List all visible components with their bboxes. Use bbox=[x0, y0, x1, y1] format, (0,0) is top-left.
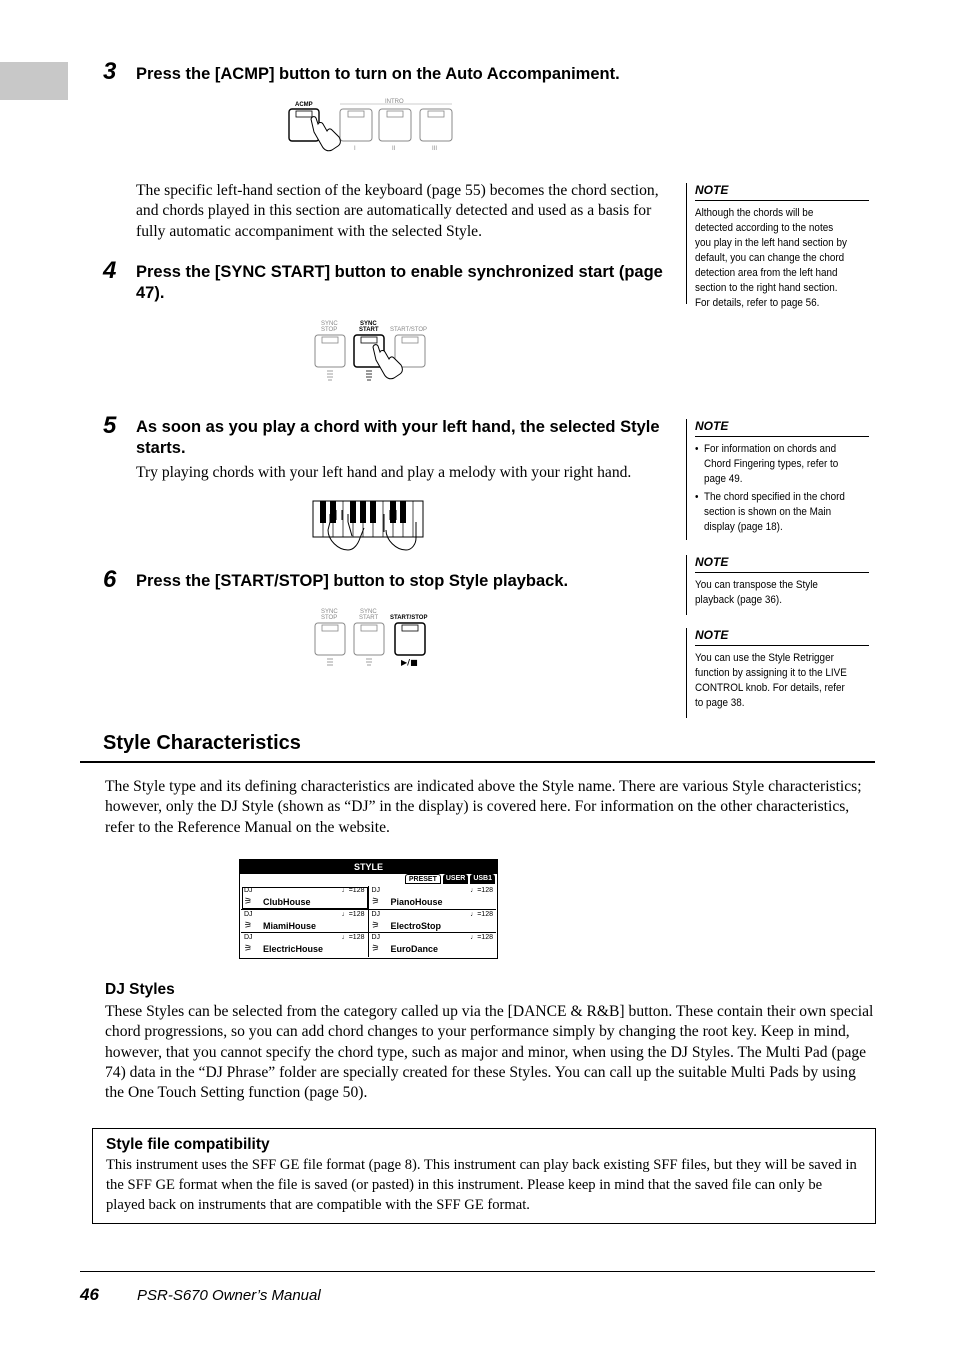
sync-start-buttons-illustration bbox=[310, 318, 440, 398]
note-bullet: • For information on chords and Chord Fingering types, refer to page 49. bbox=[695, 442, 850, 487]
style-item[interactable]: DJ ♩=128 ⚞ ClubHouse bbox=[241, 886, 369, 910]
compatibility-box bbox=[92, 1128, 876, 1224]
dj-style-icon: ⚞ bbox=[371, 897, 380, 907]
acmp-lamp bbox=[296, 111, 312, 117]
note-box bbox=[686, 419, 869, 540]
dj-style-icon: ⚞ bbox=[244, 897, 253, 907]
chapter-tab bbox=[0, 62, 68, 100]
style-item[interactable]: DJ ♩=128 ⚞ ElectricHouse bbox=[241, 933, 369, 957]
start-stop-buttons-illustration bbox=[310, 606, 440, 672]
note-text: Although the chords will be detected according to the notes you play in the left hand section by default, you can change the chord detection area from the left hand section to the right hand section. For details, refer to page 56. bbox=[695, 207, 847, 309]
step-heading: As soon as you play a chord with your left hand, the selected Style starts. bbox=[136, 418, 660, 457]
note-title: NOTE bbox=[695, 555, 869, 573]
dj-style-icon: ⚞ bbox=[371, 920, 380, 931]
step-number: 5 bbox=[103, 412, 117, 439]
page-number: 46 bbox=[80, 1285, 99, 1304]
note-bullet: • The chord specified in the chord section is shown on the Main display (page 18). bbox=[695, 490, 850, 535]
svg-text:START/STOP: START/STOP bbox=[390, 615, 428, 621]
dj-style-icon: ⚞ bbox=[244, 944, 253, 955]
note-box bbox=[686, 628, 869, 718]
style-display bbox=[239, 859, 498, 959]
section-rule bbox=[80, 761, 875, 763]
section-title: Style Characteristics bbox=[103, 732, 301, 754]
pointing-hand-icon bbox=[311, 117, 340, 151]
svg-text:START/STOP: START/STOP bbox=[390, 327, 428, 333]
svg-text:III: III bbox=[432, 146, 438, 152]
step-number: 6 bbox=[103, 566, 117, 593]
svg-text:SYNC: SYNC bbox=[321, 609, 338, 615]
svg-text:START: START bbox=[359, 327, 379, 333]
svg-text:SYNC: SYNC bbox=[321, 321, 338, 327]
step-number: 3 bbox=[103, 58, 117, 85]
box-body: This instrument uses the SFF GE file format (page 8). This instrument can play back existing SFF files, but they will be saved in the SFF GE format when the file is saved (or pasted) in this instrument. Please keep in mind that the saved file can only be played back on instruments that are compatible with the SFF GE format. bbox=[106, 1157, 857, 1213]
keyboard-hands-illustration bbox=[312, 500, 426, 556]
dj-style-icon: ⚞ bbox=[371, 944, 380, 955]
manual-title: PSR-S670 Owner’s Manual bbox=[137, 1287, 321, 1304]
svg-text:SYNC: SYNC bbox=[360, 609, 377, 615]
step-body: Try playing chords with your left hand and play a melody with your right hand. bbox=[136, 464, 632, 481]
note-title: NOTE bbox=[695, 183, 869, 201]
svg-text:START: START bbox=[359, 615, 379, 621]
note-text: You can transpose the Style playback (page 36). bbox=[695, 579, 818, 606]
svg-text:SYNC: SYNC bbox=[360, 321, 377, 327]
subsection-title: DJ Styles bbox=[105, 981, 175, 998]
box-title: Style file compatibility bbox=[106, 1136, 270, 1153]
svg-text:II: II bbox=[392, 146, 396, 152]
step-body: The specific left-hand section of the keyboard (page 55) becomes the chord section, and chords played in this section are automatically detected and used as a basis for fully automatic accompaniment with the selected Style. bbox=[136, 182, 659, 240]
svg-text:STOP: STOP bbox=[321, 615, 338, 621]
step-number: 4 bbox=[103, 257, 117, 284]
style-item[interactable]: DJ ♩=128 ⚞ PianoHouse bbox=[369, 886, 497, 910]
note-title: NOTE bbox=[695, 628, 869, 646]
display-title: STYLE bbox=[240, 860, 497, 874]
svg-text:I: I bbox=[354, 146, 356, 152]
tab-usb1[interactable]: USB1 bbox=[470, 874, 495, 884]
style-item[interactable]: DJ ♩=128 ⚞ EuroDance bbox=[371, 934, 493, 955]
tab-user[interactable]: USER bbox=[443, 874, 468, 884]
step-heading: Press the [SYNC START] button to enable synchronized start (page 47). bbox=[136, 263, 663, 302]
start-stop-symbol: ▶/■ bbox=[401, 658, 418, 667]
acmp-intro-buttons-illustration bbox=[280, 96, 460, 176]
svg-text:STOP: STOP bbox=[321, 327, 338, 333]
note-box bbox=[686, 183, 869, 309]
step-heading: Press the [START/STOP] button to stop Style playback. bbox=[136, 572, 569, 590]
acmp-label: ACMP bbox=[295, 102, 313, 108]
dj-style-icon: ⚞ bbox=[244, 920, 253, 931]
step-heading: Press the [ACMP] button to turn on the Auto Accompaniment. bbox=[136, 65, 620, 83]
note-text: You can use the Style Retrigger function by assigning it to the LIVE CONTROL knob. For details, refer to page 38. bbox=[695, 652, 847, 709]
intro-label: INTRO bbox=[385, 99, 404, 105]
style-item[interactable]: DJ ♩=128 ⚞ ElectroStop bbox=[369, 910, 497, 934]
note-box bbox=[686, 555, 869, 615]
tab-preset[interactable]: PRESET bbox=[405, 874, 441, 884]
note-title: NOTE bbox=[695, 419, 869, 437]
dj-styles-body: These Styles can be selected from the category called up via the [DANCE & R&B] button. These contain their own special chord progressions, so you can add chord changes to your performance simply by changing the root key. Keep in mind, however, that you cannot specify the chord type, such as major and minor, when using the DJ Styles. The Multi Pad (page 74) data in the “DJ Phrase” folder are specially created for these Styles. You can call up the suitable Multi Pads by using the One Touch Setting function (page 50). bbox=[105, 1003, 874, 1102]
footer-rule bbox=[80, 1271, 875, 1272]
style-item[interactable]: DJ ♩=128 ⚞ MiamiHouse bbox=[241, 910, 369, 934]
section-intro: The Style type and its defining characteristics are indicated above the Style name. There are various Style characteristics; however, only the DJ Style (shown as “DJ” in the display) is covered here. For information on the other characteristics, refer to the Reference Manual on the website. bbox=[105, 778, 862, 836]
